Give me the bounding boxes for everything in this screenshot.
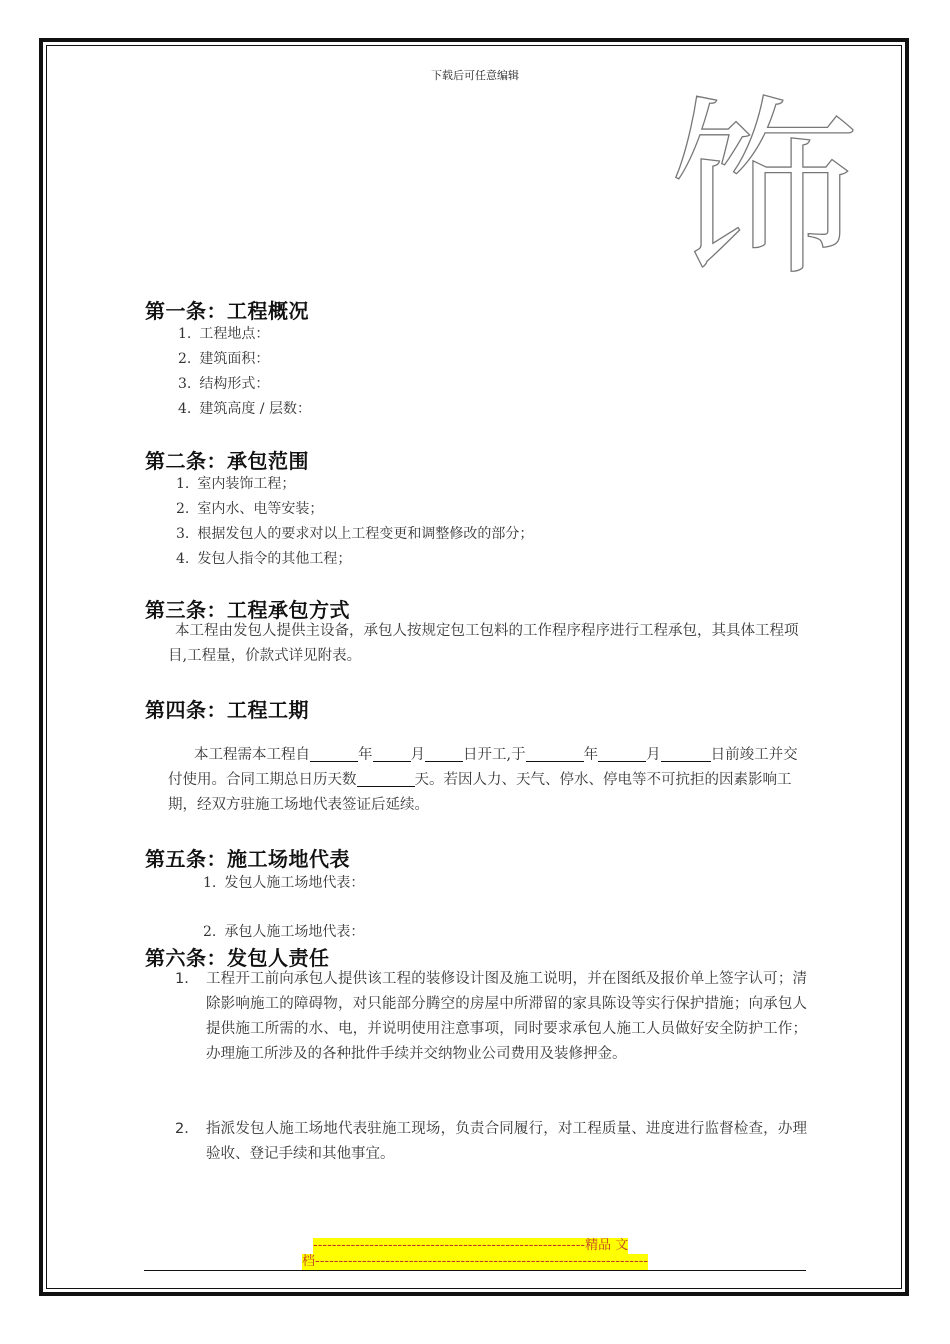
blank-end-month xyxy=(598,745,646,762)
section-2-item-4: 4. 发包人指令的其他工程； xyxy=(176,551,352,567)
section-3-paragraph: 本工程由发包人提供主设备，承包人按规定包工包料的工作程序程序进行工程承包，其具体工程项目,工程量，价款式详见附表。 xyxy=(168,623,799,664)
section-6-item-1: 1. 工程开工前向承包人提供该工程的装修设计图及施工说明，并在图纸及报价单上签字认可；清除影响施工的障碍物，对只能部分腾空的房屋中所滞留的家具陈设等实行保护措施；向承包人提供施工所需的水、电，并说明使用注意事项，同时要求承包人施工人员做好安全防护工作；办理施工所涉及的各种批件手续并交纳物业公司费用及装修押金。 xyxy=(175,971,807,1062)
section-2-item-1: 1. 室内装饰工程； xyxy=(176,476,296,492)
section-4-title: 第四条：工程工期 xyxy=(145,698,309,722)
blank-start-month xyxy=(373,745,411,762)
watermark-character: 饰 xyxy=(668,80,859,301)
footer-line-1: ----------------------------------------------------------精品 文 xyxy=(313,1238,629,1253)
section-2-title: 第二条：承包范围 xyxy=(145,449,309,473)
section-3-title: 第三条：工程承包方式 xyxy=(145,598,350,622)
section-2-item-2: 2. 室内水、电等安装； xyxy=(176,501,324,517)
section-5-title: 第五条：施工场地代表 xyxy=(145,847,350,871)
section-1-item-4: 4. 建筑高度 / 层数： xyxy=(178,401,311,417)
section-2-item-3: 3. 根据发包人的要求对以上工程变更和调整修改的部分； xyxy=(176,526,534,542)
footer-line-2: 档----------------------------------------------------------------------- xyxy=(302,1254,649,1269)
section-4-paragraph: 本工程需本工程自 年 月 日开工,于 年 月 日前竣工并交付使用。合同工期总日历天数 天。若因人力、天气、停水、停电等不可抗拒的因素影响工期，经双方驻施工场地代表签证后延续。 xyxy=(168,747,798,813)
section-1-item-3: 3. 结构形式： xyxy=(178,376,270,392)
section-6-title: 第六条：发包人责任 xyxy=(145,946,330,970)
blank-start-year xyxy=(310,745,358,762)
footer-rule xyxy=(144,1270,806,1271)
header-note: 下载后可任意编辑 xyxy=(431,69,519,82)
blank-start-day xyxy=(425,745,463,762)
section-6-item-2: 2. 指派发包人施工场地代表驻施工现场，负责合同履行，对工程质量、进度进行监督检查，办理验收、登记手续和其他事宜。 xyxy=(175,1121,807,1162)
section-1-item-1: 1. 工程地点： xyxy=(178,326,270,342)
blank-end-year xyxy=(526,745,584,762)
section-1-item-2: 2. 建筑面积： xyxy=(178,351,270,367)
section-5-item-1: 1. 发包人施工场地代表： xyxy=(203,875,365,891)
blank-end-day xyxy=(661,745,711,762)
blank-total-days xyxy=(357,770,415,787)
section-1-title: 第一条：工程概况 xyxy=(145,299,309,323)
section-5-item-2: 2. 承包人施工场地代表： xyxy=(203,924,365,940)
